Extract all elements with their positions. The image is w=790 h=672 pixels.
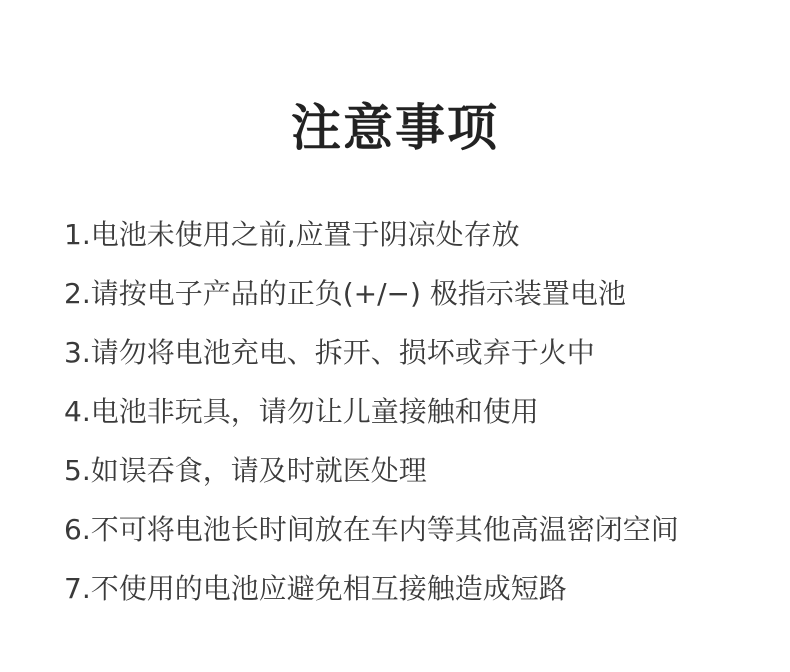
- notice-list: [64, 205, 764, 618]
- notice-item-7: 7.不使用的电池应避免相互接触造成短路: [64, 572, 567, 605]
- notice-item-5: 5.如误吞食，请及时就医处理: [64, 454, 427, 487]
- page-title: 注意事项: [291, 99, 499, 157]
- notice-item-2: 2.请按电子产品的正负(+/−) 极指示装置电池: [64, 277, 626, 310]
- notice-item-6: 6.不可将电池长时间放在车内等其他高温密闭空间: [64, 513, 679, 546]
- notice-item-1: 1.电池未使用之前,应置于阴凉处存放: [64, 218, 520, 251]
- notice-item-3: 3.请勿将电池充电、拆开、损坏或弃于火中: [64, 336, 595, 369]
- notice-item-4: 4.电池非玩具，请勿让儿童接触和使用: [64, 395, 539, 428]
